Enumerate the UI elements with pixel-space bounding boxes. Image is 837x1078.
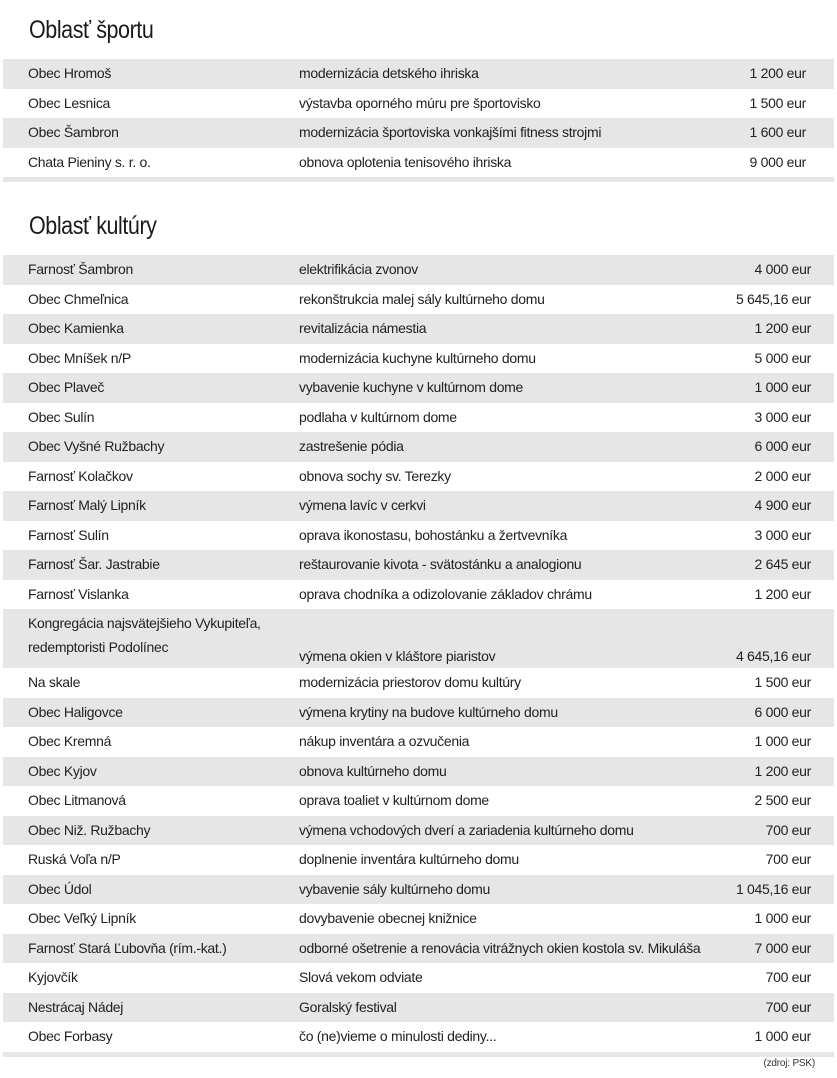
table-end-rule	[3, 1052, 834, 1057]
table-row	[3, 816, 834, 846]
row-amount: 1 600 eur	[749, 124, 806, 140]
row-amount: 1 045,16 eur	[735, 880, 811, 897]
row-description: doplnenie inventára kultúrneho domu	[299, 851, 519, 867]
row-description: čo (ne)vieme o minulosti dediny...	[299, 1028, 497, 1044]
table-row	[3, 757, 834, 787]
row-description: obnova kultúrneho domu	[299, 762, 447, 779]
row-amount: 700 eur	[765, 851, 811, 867]
row-name: Farnosť Šambron	[28, 261, 134, 277]
row-amount: 5 645,16 eur	[735, 290, 811, 307]
table-row	[3, 118, 834, 148]
table-row	[3, 580, 834, 610]
row-description: revitalizácia námestia	[299, 320, 427, 336]
row-amount: 3 000 eur	[754, 526, 811, 543]
table-row	[3, 403, 834, 433]
row-name: Obec Kremná	[28, 733, 112, 749]
row-description: obnova oplotenia tenisového ihriska	[299, 153, 512, 170]
row-name: Obec Hromoš	[28, 65, 112, 81]
source-note: (zdroj: PSK)	[763, 1058, 815, 1069]
row-name: Obec Kyjov	[28, 762, 97, 779]
table-row	[3, 255, 834, 285]
row-description: výstavba oporného múru pre športovisko	[299, 94, 541, 111]
row-name: Kongregácia najsvätejšieho Vykupiteľa, redemptoristi Podolínec	[28, 615, 261, 655]
row-description: obnova sochy sv. Terezky	[299, 467, 451, 484]
table-row	[3, 432, 834, 462]
row-description: vybavenie kuchyne v kultúrnom dome	[299, 379, 524, 395]
table-row	[3, 993, 834, 1023]
table-row	[3, 698, 834, 728]
row-name: Obec Kamienka	[28, 320, 124, 336]
row-name: Farnosť Vislanka	[28, 585, 129, 602]
row-amount: 5 000 eur	[754, 349, 811, 366]
row-name: Obec Sulín	[28, 408, 95, 425]
row-description: podlaha v kultúrnom dome	[299, 408, 457, 425]
table-row	[3, 148, 834, 178]
row-amount: 9 000 eur	[749, 153, 806, 170]
table-row	[3, 462, 834, 492]
row-description: oprava chodníka a odizolovanie základov chrámu	[299, 585, 592, 602]
row-description: modernizácia športoviska vonkajšími fitness strojmi	[299, 124, 602, 140]
row-description: výmena lavíc v cerkvi	[299, 497, 426, 513]
row-description: rekonštrukcia malej sály kultúrneho domu	[299, 290, 545, 307]
row-name: Ruská Voľa n/P	[28, 851, 121, 867]
row-name: Chata Pieniny s. r. o.	[28, 153, 151, 170]
row-name: Farnosť Sulín	[28, 526, 109, 543]
row-description: Slová vekom odviate	[299, 969, 423, 985]
row-name: Nestrácaj Nádej	[28, 998, 124, 1015]
row-description: výmena krytiny na budove kultúrneho domu	[299, 703, 558, 720]
row-amount: 4 900 eur	[754, 497, 811, 513]
table-row	[3, 904, 834, 934]
row-name: Obec Vyšné Ružbachy	[28, 438, 165, 454]
table-row	[3, 521, 834, 551]
row-description: oprava ikonostasu, bohostánku a žertvevníka	[299, 526, 568, 543]
row-name: Obec Litmanová	[28, 792, 126, 808]
row-amount: 1 200 eur	[749, 65, 806, 81]
table-end-rule	[3, 177, 834, 182]
row-amount: 1 000 eur	[754, 733, 811, 749]
row-amount: 1 500 eur	[749, 94, 806, 111]
table-row	[3, 59, 834, 89]
table-row	[3, 875, 834, 905]
row-name: Obec Forbasy	[28, 1028, 113, 1044]
row-name: Na skale	[28, 674, 81, 690]
row-amount: 6 000 eur	[754, 703, 811, 720]
row-amount: 1 200 eur	[754, 320, 811, 336]
row-amount: 4 645,16 eur	[735, 647, 811, 664]
table-row	[3, 963, 834, 993]
row-description: elektrifikácia zvonov	[299, 261, 418, 277]
table-row	[3, 609, 834, 668]
row-name: Obec Lesnica	[28, 94, 111, 111]
culture-table	[3, 255, 834, 1057]
table-row	[3, 727, 834, 757]
table-row	[3, 373, 834, 403]
table-row	[3, 786, 834, 816]
section-title-sport: Oblasť športu	[29, 16, 154, 44]
row-name: Kyjovčík	[28, 969, 78, 985]
row-name: Farnosť Šar. Jastrabie	[28, 556, 160, 572]
row-amount: 1 000 eur	[754, 379, 811, 395]
sport-table	[3, 59, 834, 182]
table-row	[3, 314, 834, 344]
table-row	[3, 668, 834, 698]
row-amount: 700 eur	[765, 821, 811, 838]
row-amount: 1 000 eur	[754, 1028, 811, 1044]
row-name: Farnosť Stará Ľubovňa (rím.-kat.)	[28, 939, 227, 956]
row-description: odborné ošetrenie a renovácia vitrážnych okien kostola sv. Mikuláša	[299, 939, 701, 956]
row-description: zastrešenie pódia	[299, 438, 404, 454]
row-name: Obec Veľký Lipník	[28, 910, 136, 926]
row-description: výmena okien v kláštore piaristov	[299, 647, 496, 664]
row-amount: 1 000 eur	[754, 910, 811, 926]
table-row	[3, 89, 834, 119]
row-amount: 7 000 eur	[754, 939, 811, 956]
row-name: Obec Šambron	[28, 124, 119, 140]
row-description: výmena vchodových dverí a zariadenia kultúrneho domu	[299, 821, 634, 838]
row-name: Obec Chmeľnica	[28, 290, 129, 307]
row-amount: 4 000 eur	[754, 261, 811, 277]
row-amount: 2 645 eur	[754, 556, 811, 572]
row-name: Obec Plaveč	[28, 379, 105, 395]
row-amount: 1 200 eur	[754, 585, 811, 602]
row-description: modernizácia priestorov domu kultúry	[299, 674, 521, 690]
row-description: dovybavenie obecnej knižnice	[299, 910, 477, 926]
row-description: vybavenie sály kultúrneho domu	[299, 880, 491, 897]
row-description: reštaurovanie kivota - svätostánku a analogionu	[299, 556, 582, 572]
row-amount: 1 200 eur	[754, 762, 811, 779]
row-name: Obec Mníšek n/P	[28, 349, 131, 366]
table-row	[3, 344, 834, 374]
table-row	[3, 934, 834, 964]
row-amount: 700 eur	[765, 998, 811, 1015]
row-description: nákup inventára a ozvučenia	[299, 733, 470, 749]
row-name: Farnosť Malý Lipník	[28, 497, 146, 513]
row-description: modernizácia detského ihriska	[299, 65, 479, 81]
row-description: modernizácia kuchyne kultúrneho domu	[299, 349, 536, 366]
row-description: oprava toaliet v kultúrnom dome	[299, 792, 489, 808]
row-amount: 6 000 eur	[754, 438, 811, 454]
table-row	[3, 491, 834, 521]
table-row	[3, 1022, 834, 1052]
row-amount: 2 000 eur	[754, 467, 811, 484]
section-title-culture: Oblasť kultúry	[29, 212, 157, 240]
table-row	[3, 285, 834, 315]
row-amount: 3 000 eur	[754, 408, 811, 425]
row-name: Obec Haligovce	[28, 703, 123, 720]
row-amount: 1 500 eur	[754, 674, 811, 690]
row-description: Goralský festival	[299, 998, 397, 1015]
table-row	[3, 845, 834, 875]
table-row	[3, 550, 834, 580]
row-amount: 2 500 eur	[754, 792, 811, 808]
row-amount: 700 eur	[765, 969, 811, 985]
row-name: Obec Niž. Ružbachy	[28, 821, 151, 838]
row-name: Obec Údol	[28, 880, 92, 897]
row-name: Farnosť Kolačkov	[28, 467, 133, 484]
